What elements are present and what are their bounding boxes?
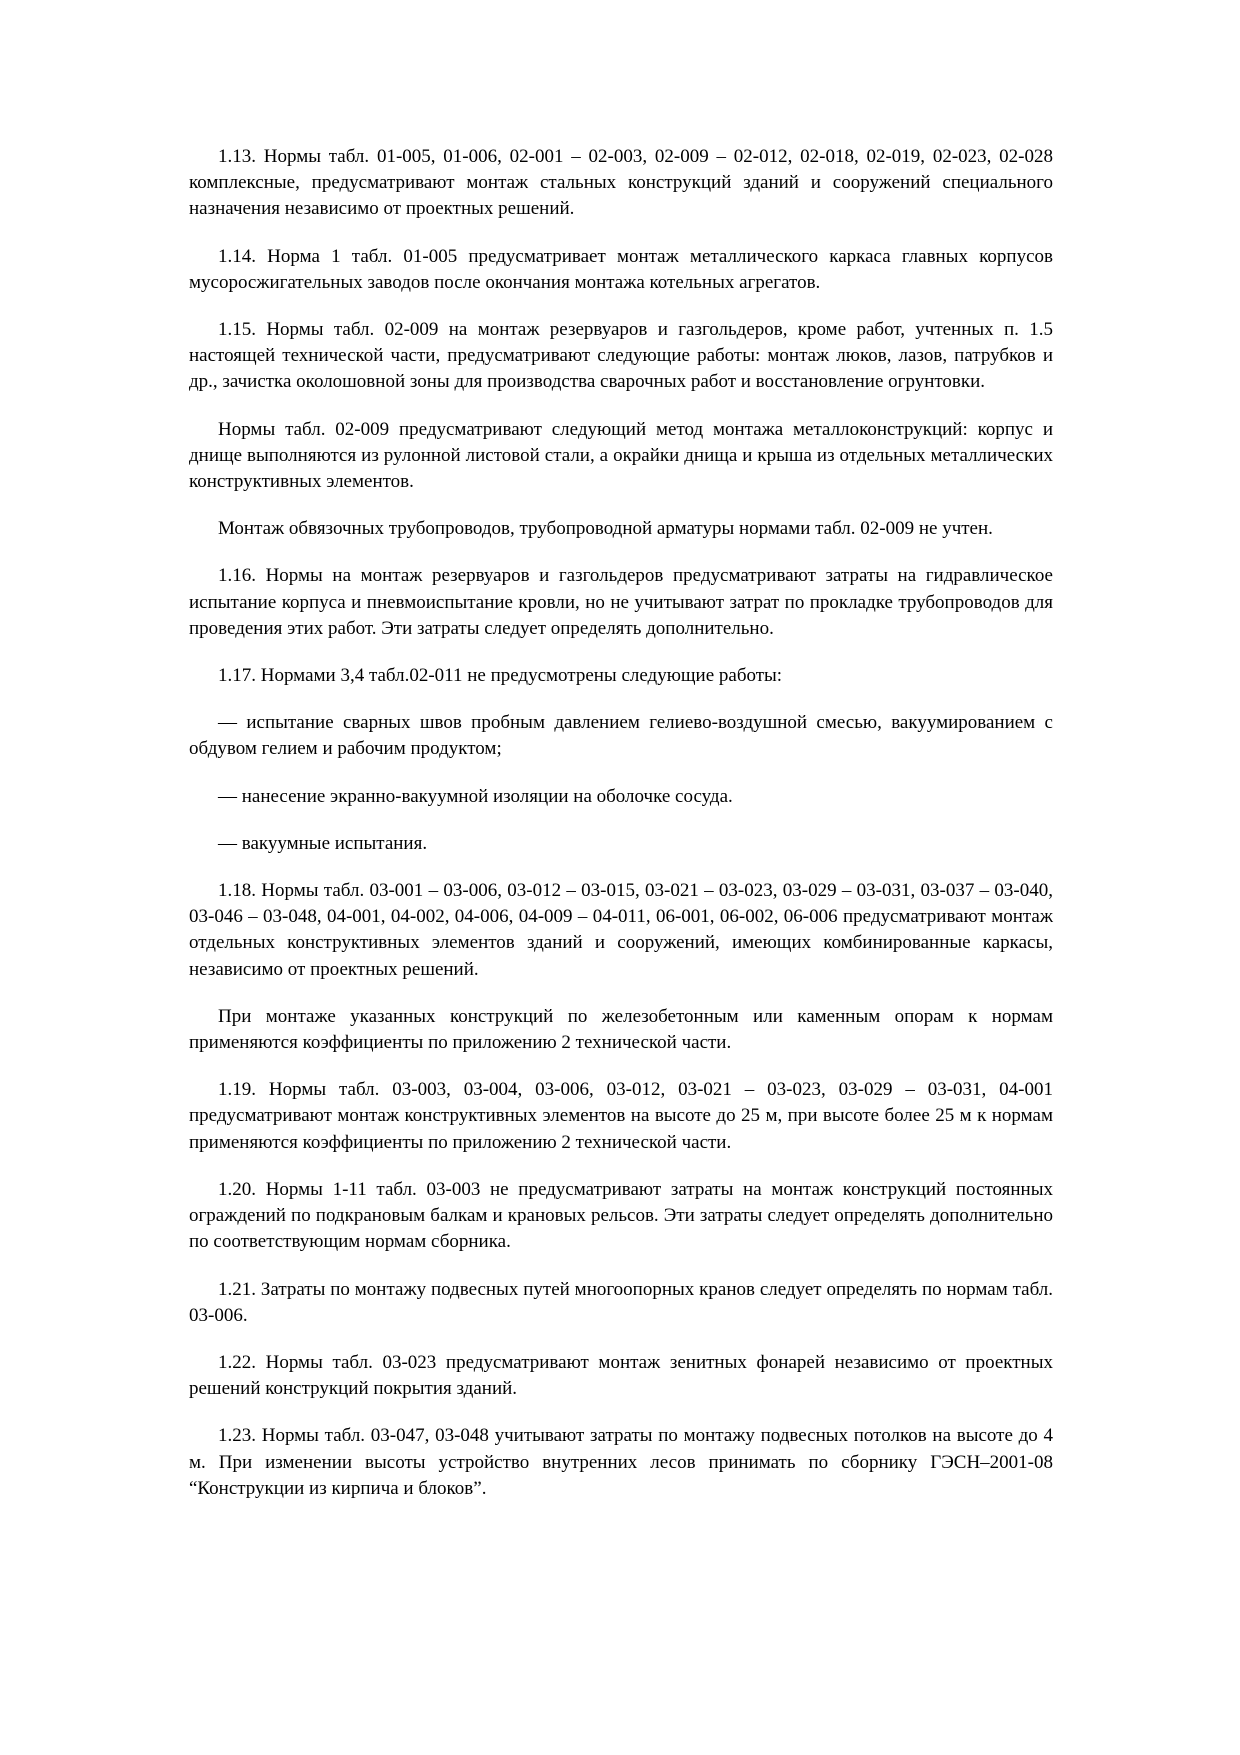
list-item-vacuum-tests: — вакуумные испытания. [218, 832, 428, 854]
paragraph-1-18: 1.18. Нормы табл. 03-001 – 03-006, 03-012 – 03-015, 03-021 – 03-023, 03-029 – 03-031, 03-037 – 03-040, 03-046 – 03-048, 04-001, 04-002, 04-006, 04-009 – 04-011, 06-001, 06-002, 06-006 предусматривают монтаж отдельных конструктивных элементов зданий и сооружений, имеющих комбинированные каркасы, независимо от проектных решений. [189, 880, 1053, 980]
paragraph-1-21: 1.21. Затраты по монтажу подвесных путей многоопорных кранов следует определять по нормам табл. 03-006. [189, 1278, 1053, 1326]
paragraph-1-16: 1.16. Нормы на монтаж резервуаров и газгольдеров предусматривают затраты на гидравлическое испытание корпуса и пневмоиспытание кровли, но не учитывают затрат по прокладке трубопроводов для проведения этих работ. Эти затраты следует определять дополнительно. [189, 565, 1053, 639]
paragraph-1-15: 1.15. Нормы табл. 02-009 на монтаж резервуаров и газгольдеров, кроме работ, учтенных п. 1.5 настоящей технической части, предусматривают следующие работы: монтаж люков, лазов, патрубков и др., зачистка околошовной зоны для производства сварочных работ и восстановление огрунтовки. [189, 319, 1053, 393]
list-item-weld-testing: — испытание сварных швов пробным давлением гелиево-воздушной смесью, вакуумированием с обдувом гелием и рабочим продуктом; [189, 712, 1053, 760]
document-page [189, 144, 1053, 1523]
paragraph-1-22: 1.22. Нормы табл. 03-023 предусматривают монтаж зенитных фонарей независимо от проектных решений конструкций покрытия зданий. [189, 1351, 1053, 1400]
paragraph-1-13: 1.13. Нормы табл. 01-005, 01-006, 02-001 – 02-003, 02-009 – 02-012, 02-018, 02-019, 02-023, 02-028 комплексные, предусматривают монтаж стальных конструкций зданий и сооружений специального назначения независимо от проектных решений. [189, 146, 1053, 220]
list-item-insulation: — нанесение экранно-вакуумной изоляции на оболочке сосуда. [218, 785, 733, 807]
paragraph-piping-not-included: Монтаж обвязочных трубопроводов, трубопроводной арматуры нормами табл. 02-009 не учтен. [218, 518, 993, 540]
paragraph-1-23: 1.23. Нормы табл. 03-047, 03-048 учитывают затраты по монтажу подвесных потолков на высоте до 4 м. При изменении высоты устройство внутренних лесов принимать по сборнику ГЭСН–2001-08 “Конструкции из кирпича и блоков”. [189, 1425, 1053, 1499]
paragraph-1-14: 1.14. Норма 1 табл. 01-005 предусматривает монтаж металлического каркаса главных корпусов мусоросжигательных заводов после окончания монтажа котельных агрегатов. [189, 245, 1053, 293]
paragraph-1-19: 1.19. Нормы табл. 03-003, 03-004, 03-006, 03-012, 03-021 – 03-023, 03-029 – 03-031, 04-001 предусматривают монтаж конструктивных элементов на высоте до 25 м, при высоте более 25 м к нормам применяются коэффициенты по приложению 2 технической части. [189, 1079, 1053, 1153]
paragraph-1-20: 1.20. Нормы 1-11 табл. 03-003 не предусматривают затраты на монтаж конструкций постоянных ограждений по подкрановым балкам и крановых рельсов. Эти затраты следует определять дополнительно по соответствующим нормам сборника. [189, 1178, 1053, 1253]
paragraph-supports-coefficients: При монтаже указанных конструкций по железобетонным или каменным опорам к нормам применяются коэффициенты по приложению 2 технической части. [189, 1005, 1053, 1054]
paragraph-tank-method: Нормы табл. 02-009 предусматривают следующий метод монтажа металлоконструкций: корпус и днище выполняются из рулонной листовой стали, а окрайки днища и крыша из отдельных металлических конструктивных элементов. [189, 418, 1053, 493]
paragraph-1-17: 1.17. Нормами 3,4 табл.02-011 не предусмотрены следующие работы: [218, 665, 783, 687]
